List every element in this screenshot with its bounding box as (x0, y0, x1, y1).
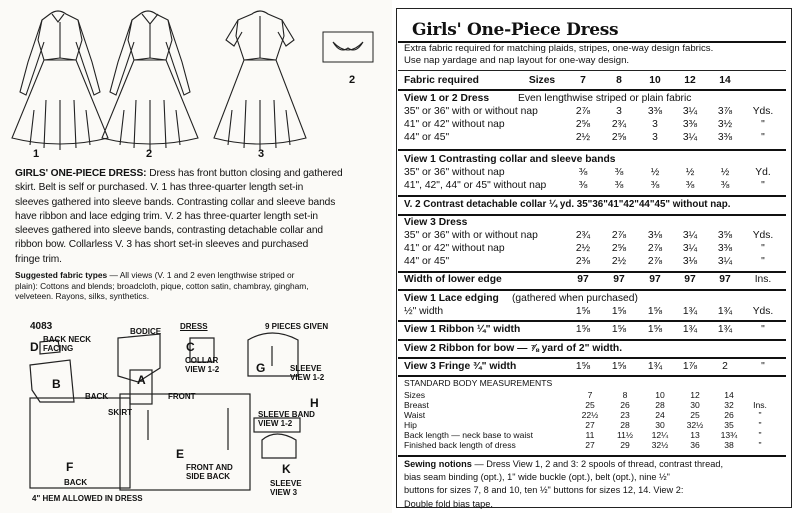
bodice-label: BODICE (130, 327, 162, 336)
cell: 32½ (651, 440, 669, 450)
cell: 35 (724, 420, 734, 430)
cell: 2 (722, 361, 728, 372)
piece-k-shape (262, 434, 296, 458)
lace-subtitle: (gathered when purchased) (512, 293, 638, 304)
view-1-2-heading (400, 92, 785, 105)
cell: 3⅜ (647, 106, 663, 117)
rule (398, 89, 786, 91)
cell: 1⅝ (611, 324, 627, 335)
view-2-collar-text: V. 2 Contrast detachable collar ¼ yd. 35"36"41"42"44"45" without nap. (404, 199, 731, 210)
piece-b-letter: B (52, 377, 61, 391)
description-heading: GIRLS' ONE-PIECE DRESS: (15, 168, 147, 179)
sbm-row (404, 400, 786, 410)
piece-a-letter: A (137, 373, 146, 387)
unit: " (761, 361, 765, 372)
view-3-heading (400, 216, 785, 229)
size-col: 10 (649, 75, 661, 86)
notions-line: — Dress View 1, 2 and 3: 2 spools of thread, contrast thread, (474, 459, 723, 469)
rule (398, 455, 786, 457)
cell: 32½ (686, 420, 704, 430)
cell: 23 (620, 410, 630, 420)
cell: ½ (650, 167, 660, 178)
piece-d-label: BACK NECK FACING (43, 335, 91, 353)
row-label: Finished back length of dress (404, 440, 516, 450)
cell: 2½ (575, 243, 591, 254)
cell: ⅜ (614, 167, 624, 178)
suggested-line: plain): Cottons and blends; broadcloth, pique, cotton satin, chambray, gingham, (15, 280, 309, 291)
fringe-row (400, 360, 785, 373)
cell: 1⅝ (611, 361, 627, 372)
bow-row (400, 342, 785, 355)
piece-d-letter: D (30, 340, 39, 354)
row-label: View 3 Fringe ¾" width (404, 361, 517, 372)
unit: Yd. (755, 167, 771, 178)
skirt-label: SKIRT (108, 408, 132, 417)
cell: 97 (719, 274, 731, 285)
cell: 11 (585, 430, 595, 440)
unit: Yds. (752, 106, 774, 117)
sbm-row (404, 410, 786, 420)
cell: 97 (577, 274, 589, 285)
row-label: Width of lower edge (404, 274, 502, 285)
row-label: ½" width (404, 306, 444, 317)
cell: 2⅞ (575, 106, 591, 117)
cell: 2⅞ (647, 256, 663, 267)
cell: ⅜ (578, 180, 588, 191)
cell: 2⅜ (575, 256, 591, 267)
unit: Yds. (752, 306, 774, 317)
table-row (400, 242, 785, 255)
dress-label: DRESS (180, 322, 208, 331)
view-number-2: 2 (146, 148, 153, 160)
rule (398, 70, 786, 71)
cell: 3¼ (717, 256, 733, 267)
cell: 29 (620, 440, 630, 450)
view-1-2-title: View 1 or 2 Dress (404, 93, 490, 104)
pattern-number: 4083 (30, 321, 53, 332)
table-row (400, 179, 785, 192)
lace-heading (400, 292, 785, 305)
cell: 26 (724, 410, 734, 420)
collar-view-number: 2 (349, 74, 356, 86)
sewing-notions (404, 458, 786, 511)
row-label: Back length — neck base to waist (404, 430, 533, 440)
piece-c-label: COLLAR VIEW 1-2 (185, 356, 220, 374)
piece-k-letter: K (282, 462, 291, 476)
cell: 2¾ (611, 119, 627, 130)
cell: 3⅝ (717, 230, 733, 241)
cell: 30 (690, 400, 700, 410)
unit: Ins. (754, 274, 772, 285)
cell: ½ (720, 167, 730, 178)
rule (398, 357, 786, 359)
piece-e-label: FRONT AND SIDE BACK (186, 463, 233, 481)
piece-f-label: BACK (64, 478, 88, 487)
rule (398, 195, 786, 197)
table-row (400, 105, 785, 118)
cell: 32 (724, 400, 734, 410)
table-row (400, 118, 785, 131)
ribbon-row (400, 323, 785, 336)
cell: 36 (690, 440, 700, 450)
pieces-given: 9 PIECES GIVEN (265, 322, 329, 331)
row-label: 35" or 36" without nap (404, 167, 505, 178)
unit: " (761, 119, 765, 130)
suggested-line: velveteen. Rayons, silks, synthetics. (15, 291, 150, 301)
cell: 3¼ (682, 106, 698, 117)
cell: 3⅞ (717, 106, 733, 117)
view-2-collar-row (400, 198, 785, 211)
cell: 26 (620, 400, 630, 410)
row-label: Breast (404, 400, 429, 410)
description-line: sleeves gathered into sleeve bands. Contrasting collar and sleeve bands (15, 196, 336, 208)
table-row (400, 255, 785, 268)
row-label: 35" or 36" with or without nap (404, 230, 538, 241)
cell: 2⅝ (611, 132, 627, 143)
row-label: Sizes (404, 390, 426, 400)
view-number-3: 3 (258, 148, 265, 160)
view-1-title: View 1 Contrasting collar and sleeve bands (404, 154, 616, 165)
bow-text: View 2 Ribbon for bow — ⅞ yard of 2" width. (404, 343, 623, 354)
cell: 1⅝ (647, 324, 663, 335)
cell: 2⅝ (611, 243, 627, 254)
cell: 27 (585, 440, 595, 450)
width-lower-row (400, 273, 785, 286)
cell: 12¼ (651, 430, 669, 440)
cell: 3¼ (682, 243, 698, 254)
suggested-heading: Suggested fabric types (15, 270, 108, 280)
cell: 25 (690, 410, 700, 420)
row-label: 44" or 45" (404, 132, 450, 143)
cell: 3 (652, 119, 658, 130)
description-line: have ribbon and lace edging trim. V. 2 has three-quarter length set-in (15, 210, 318, 222)
cell: 3 (616, 106, 622, 117)
page-title: Girls' One-Piece Dress (412, 20, 619, 40)
header-row (400, 74, 785, 87)
cell: 1⅝ (575, 306, 591, 317)
dress-view-3-illustration (214, 11, 306, 150)
cell: 2⅞ (647, 243, 663, 254)
extra-fabric-note (404, 43, 786, 67)
rule (398, 320, 786, 322)
cell: 2½ (575, 132, 591, 143)
table-row (400, 229, 785, 242)
sbm-title-text: STANDARD BODY MEASUREMENTS (404, 378, 553, 388)
cell: 1¾ (682, 306, 698, 317)
cell: 3½ (717, 119, 733, 130)
size-col: 8 (616, 75, 622, 86)
cell: 22½ (581, 410, 599, 420)
collar-illustration (333, 42, 363, 50)
extra-line-1: Extra fabric required for matching plaids, stripes, one-way design fabrics. (404, 43, 714, 54)
lace-title: View 1 Lace edging (404, 293, 499, 304)
piece-g-label: SLEEVE VIEW 1-2 (290, 364, 325, 382)
sbm-title (404, 378, 786, 388)
cell: 2⅝ (575, 119, 591, 130)
cell: 97 (684, 274, 696, 285)
size-col: 14 (719, 75, 731, 86)
cell: 3⅛ (682, 256, 698, 267)
dress-illustrations (0, 0, 392, 160)
size-col: 12 (684, 75, 696, 86)
unit: " (761, 324, 765, 335)
row-label: 41" or 42" without nap (404, 243, 505, 254)
cell: 27 (585, 420, 595, 430)
cell: 3¼ (682, 230, 698, 241)
row-label: View 1 Ribbon ¼" width (404, 324, 521, 335)
cell: 3⅜ (717, 243, 733, 254)
notions-line: bias seam binding (opt.), 1" wide buckle (opt.), belt (opt.), nine ½" (404, 472, 670, 483)
unit: " (761, 132, 765, 143)
cell: 24 (655, 410, 665, 420)
left-panel (0, 0, 392, 513)
cell: 3 (652, 132, 658, 143)
cell: 1⅝ (611, 306, 627, 317)
rule (398, 149, 786, 151)
cell: 1⅝ (647, 306, 663, 317)
row-label: 35" or 36" with or without nap (404, 106, 538, 117)
fabric-required-label: Fabric required (404, 75, 479, 86)
unit: " (758, 440, 762, 450)
rule (398, 375, 786, 377)
cell: 1⅞ (682, 361, 698, 372)
piece-k-label: SLEEVE VIEW 3 (270, 479, 302, 497)
cell: 3⅜ (717, 132, 733, 143)
cell: 97 (649, 274, 661, 285)
unit: " (761, 180, 765, 191)
cell: 1⅝ (575, 324, 591, 335)
piece-g-letter: G (256, 361, 266, 375)
cell: 13¾ (720, 430, 738, 440)
rule (398, 339, 786, 341)
description-line: fringe trim. (15, 253, 62, 265)
cell: 1¾ (647, 361, 663, 372)
cell: 38 (724, 440, 734, 450)
cell: 2½ (611, 256, 627, 267)
notions-line: buttons for sizes 7, 8 and 10, ten ½" buttons for sizes 12, 14. View 2: (404, 485, 684, 496)
sbm-row (404, 390, 786, 400)
rule (398, 289, 786, 291)
cell: 7 (587, 390, 593, 400)
row-label: Waist (404, 410, 426, 420)
description-line: Dress has front button closing and gathered (149, 168, 343, 179)
unit: " (761, 243, 765, 254)
unit: Yds. (752, 230, 774, 241)
extra-line-2: Use nap yardage and nap layout for one-way design. (404, 55, 630, 66)
piece-e-letter: E (176, 447, 185, 461)
piece-h-label: SLEEVE BAND VIEW 1-2 (258, 410, 315, 428)
notions-line: Double fold bias tape. (404, 498, 493, 509)
sbm-row (404, 420, 786, 430)
cell: ⅜ (578, 167, 588, 178)
cell: 97 (613, 274, 625, 285)
unit: " (758, 430, 762, 440)
cell: 11½ (616, 430, 634, 440)
row-label: Hip (404, 420, 417, 430)
notions-heading: Sewing notions (404, 459, 472, 469)
piece-h-letter: H (310, 396, 319, 410)
cell: 2⅞ (611, 230, 627, 241)
piece-a-label: FRONT (168, 392, 196, 401)
size-col: 7 (580, 75, 586, 86)
dress-view-1-illustration (12, 11, 108, 150)
cell: 1¾ (717, 306, 733, 317)
sbm-row (404, 430, 786, 440)
cell: ⅜ (685, 180, 695, 191)
piece-b-label: BACK (85, 392, 109, 401)
hem-note: 4" HEM ALLOWED IN DRESS (32, 494, 143, 503)
dress-view-2-illustration (102, 11, 198, 150)
cell: ½ (685, 167, 695, 178)
view-3-title: View 3 Dress (404, 217, 468, 228)
description-line: ribbon bow. Collarless V. 3 has short set-in sleeves and purchased (15, 239, 309, 251)
collar-detail-box (323, 32, 373, 62)
row-label: 41" or 42" without nap (404, 119, 505, 130)
description-line: skirt. Belt is self or purchased. V. 1 has three-quarter length set-in (15, 182, 304, 194)
pattern-description (15, 167, 385, 267)
cell: 1¾ (717, 324, 733, 335)
piece-f-letter: F (66, 460, 74, 474)
cell: ⅜ (720, 180, 730, 191)
unit: " (758, 420, 762, 430)
sizes-label: Sizes (528, 75, 556, 86)
unit: " (758, 410, 762, 420)
unit: Ins. (753, 400, 767, 410)
row-label: 41", 42", 44" or 45" without nap (404, 180, 547, 191)
cell: 10 (655, 390, 665, 400)
suggested-line: — All views (V. 1 and 2 even lengthwise striped or (109, 270, 295, 280)
suggested-fabrics (15, 270, 385, 302)
table-row (400, 131, 785, 144)
table-row (400, 166, 785, 179)
cell: 1⅝ (575, 361, 591, 372)
cell: 3¼ (682, 132, 698, 143)
unit: " (761, 256, 765, 267)
cell: 28 (655, 400, 665, 410)
description-line: sleeves gathered into sleeve bands, contrasting detachable collar and (15, 225, 323, 237)
cell: 2¾ (575, 230, 591, 241)
cell: ⅜ (650, 180, 660, 191)
cell: 3⅛ (647, 230, 663, 241)
view-1-2-subtitle: Even lengthwise striped or plain fabric (518, 93, 692, 104)
piece-c-letter: C (186, 340, 195, 354)
cell: 3⅜ (682, 119, 698, 130)
cell: 13 (690, 430, 700, 440)
cell: 30 (655, 420, 665, 430)
sbm-row (404, 440, 786, 450)
cell: 8 (622, 390, 628, 400)
cell: 14 (724, 390, 734, 400)
cell: 28 (620, 420, 630, 430)
cell: 25 (585, 400, 595, 410)
cell: 12 (690, 390, 700, 400)
cell: ⅜ (614, 180, 624, 191)
table-row (400, 305, 785, 318)
cell: 1¾ (682, 324, 698, 335)
view-1-heading (400, 153, 785, 166)
row-label: 44" or 45" (404, 256, 450, 267)
view-number-1: 1 (33, 148, 40, 160)
